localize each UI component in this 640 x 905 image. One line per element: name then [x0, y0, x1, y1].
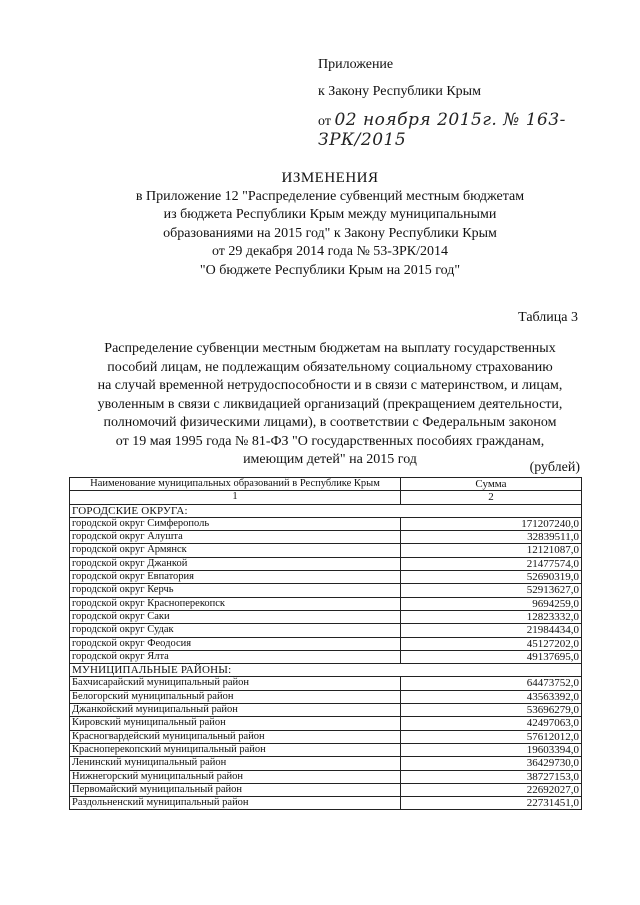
- amount-value: 36429730,0: [401, 757, 582, 770]
- municipality-name: Красногвардейский муниципальный район: [70, 730, 401, 743]
- table-header-row: [70, 478, 582, 491]
- amount-value: 49137695,0: [401, 650, 582, 663]
- amount-value: 64473752,0: [401, 677, 582, 690]
- municipality-name: городской округ Керчь: [70, 584, 401, 597]
- municipality-name: городской округ Джанкой: [70, 557, 401, 570]
- amount-value: 12823332,0: [401, 610, 582, 623]
- units-label: (рублей): [529, 460, 580, 475]
- title-line: образованиями на 2015 год" к Закону Республики Крым: [163, 225, 497, 241]
- table-row: [70, 730, 582, 743]
- table-row: [70, 637, 582, 650]
- description-line: полномочий физическими лицами), в соответствии с Федеральным законом: [103, 415, 557, 430]
- col-num-1: 1: [70, 491, 401, 504]
- municipality-name: Первомайский муниципальный район: [70, 783, 401, 796]
- description-line: от 19 мая 1995 года № 81-ФЗ "О государственных пособиях гражданам,: [115, 433, 545, 449]
- amount-value: 42497063,0: [401, 717, 582, 730]
- amount-value: 52913627,0: [401, 584, 582, 597]
- table-row: [70, 650, 582, 663]
- municipality-name: Кировский муниципальный район: [70, 717, 401, 730]
- amount-value: 21477574,0: [401, 557, 582, 570]
- table-row: [70, 557, 582, 570]
- subvention-table: [69, 477, 582, 810]
- title-line: в Приложение 12 "Распределение субвенций местным бюджетам: [135, 188, 525, 204]
- table-row: [70, 571, 582, 584]
- attachment-date-prefix: от: [318, 114, 331, 129]
- title-line: от 29 декабря 2014 года № 53-ЗРК/2014: [211, 244, 448, 259]
- attachment-title: Приложение: [318, 57, 394, 72]
- municipality-name: городской округ Симферополь: [70, 517, 401, 530]
- attachment-date-line: [318, 110, 640, 150]
- section-row-city-districts: [70, 504, 582, 517]
- municipality-name: городской округ Ялта: [70, 650, 401, 663]
- attachment-law: к Закону Республики Крым: [318, 84, 481, 99]
- amount-value: 22692027,0: [401, 783, 582, 796]
- amount-value: 12121087,0: [401, 544, 582, 557]
- table-row: [70, 783, 582, 796]
- col-name-header: Наименование муниципальных образований в Республике Крым: [70, 478, 401, 491]
- table-row: [70, 797, 582, 810]
- municipality-name: городской округ Красноперекопск: [70, 597, 401, 610]
- section-title: МУНИЦИПАЛЬНЫЕ РАЙОНЫ:: [70, 664, 582, 677]
- municipality-name: Красноперекопский муниципальный район: [70, 743, 401, 756]
- table-row: [70, 531, 582, 544]
- municipality-name: Ленинский муниципальный район: [70, 757, 401, 770]
- municipality-name: городской округ Феодосия: [70, 637, 401, 650]
- amount-value: 21984434,0: [401, 624, 582, 637]
- description-line: пособий лицам, не подлежащим обязательному социальному страхованию: [107, 359, 553, 375]
- municipality-name: городской округ Армянск: [70, 544, 401, 557]
- col-num-2: 2: [401, 491, 582, 504]
- table-row: [70, 544, 582, 557]
- table-row: [70, 517, 582, 530]
- table-number-label: Таблица 3: [518, 310, 578, 325]
- table-row: [70, 757, 582, 770]
- amount-value: 43563392,0: [401, 690, 582, 703]
- municipality-name: городской округ Саки: [70, 610, 401, 623]
- section-title: ГОРОДСКИЕ ОКРУГА:: [70, 504, 582, 517]
- changes-heading: ИЗМЕНЕНИЯ: [281, 170, 379, 186]
- amount-value: 32839511,0: [401, 531, 582, 544]
- table-row: [70, 704, 582, 717]
- municipality-name: Белогорский муниципальный район: [70, 690, 401, 703]
- title-line: "О бюджете Республики Крым на 2015 год": [199, 262, 461, 278]
- title-line: из бюджета Республики Крым между муниципальными: [163, 207, 497, 222]
- amount-value: 19603394,0: [401, 743, 582, 756]
- col-sum-header: Сумма: [401, 478, 582, 491]
- handwritten-date-number: 02 ноября 2015г. № 163-ЗРК/2015: [318, 110, 566, 150]
- table-row: [70, 610, 582, 623]
- table-row: [70, 624, 582, 637]
- amount-value: 53696279,0: [401, 704, 582, 717]
- table-row: [70, 677, 582, 690]
- description-line: имеющим детей" на 2015 год: [243, 452, 417, 467]
- changes-title-block: [60, 169, 600, 280]
- amount-value: 9694259,0: [401, 597, 582, 610]
- description-line: на случай временной нетрудоспособности и в связи с материнством, и лицам,: [97, 378, 563, 393]
- municipality-name: городской округ Судак: [70, 624, 401, 637]
- amount-value: 38727153,0: [401, 770, 582, 783]
- description-block: [60, 340, 600, 470]
- table-row: [70, 597, 582, 610]
- municipality-name: Нижнегорский муниципальный район: [70, 770, 401, 783]
- municipality-name: Джанкойский муниципальный район: [70, 704, 401, 717]
- table-row: [70, 770, 582, 783]
- amount-value: 57612012,0: [401, 730, 582, 743]
- table-row: [70, 743, 582, 756]
- table-row: [70, 584, 582, 597]
- amount-value: 22731451,0: [401, 797, 582, 810]
- description-line: уволенным в связи с ликвидацией организаций (прекращением деятельности,: [97, 396, 563, 412]
- municipality-name: городской округ Евпатория: [70, 571, 401, 584]
- municipality-name: городской округ Алушта: [70, 531, 401, 544]
- table-row: [70, 690, 582, 703]
- description-line: Распределение субвенции местным бюджетам на выплату государственных: [104, 341, 556, 356]
- municipality-name: Бахчисарайский муниципальный район: [70, 677, 401, 690]
- table-colnum-row: [70, 491, 582, 504]
- amount-value: 45127202,0: [401, 637, 582, 650]
- amount-value: 171207240,0: [401, 517, 582, 530]
- municipality-name: Раздольненский муниципальный район: [70, 797, 401, 810]
- table-row: [70, 717, 582, 730]
- amount-value: 52690319,0: [401, 571, 582, 584]
- section-row-municipal-districts: [70, 664, 582, 677]
